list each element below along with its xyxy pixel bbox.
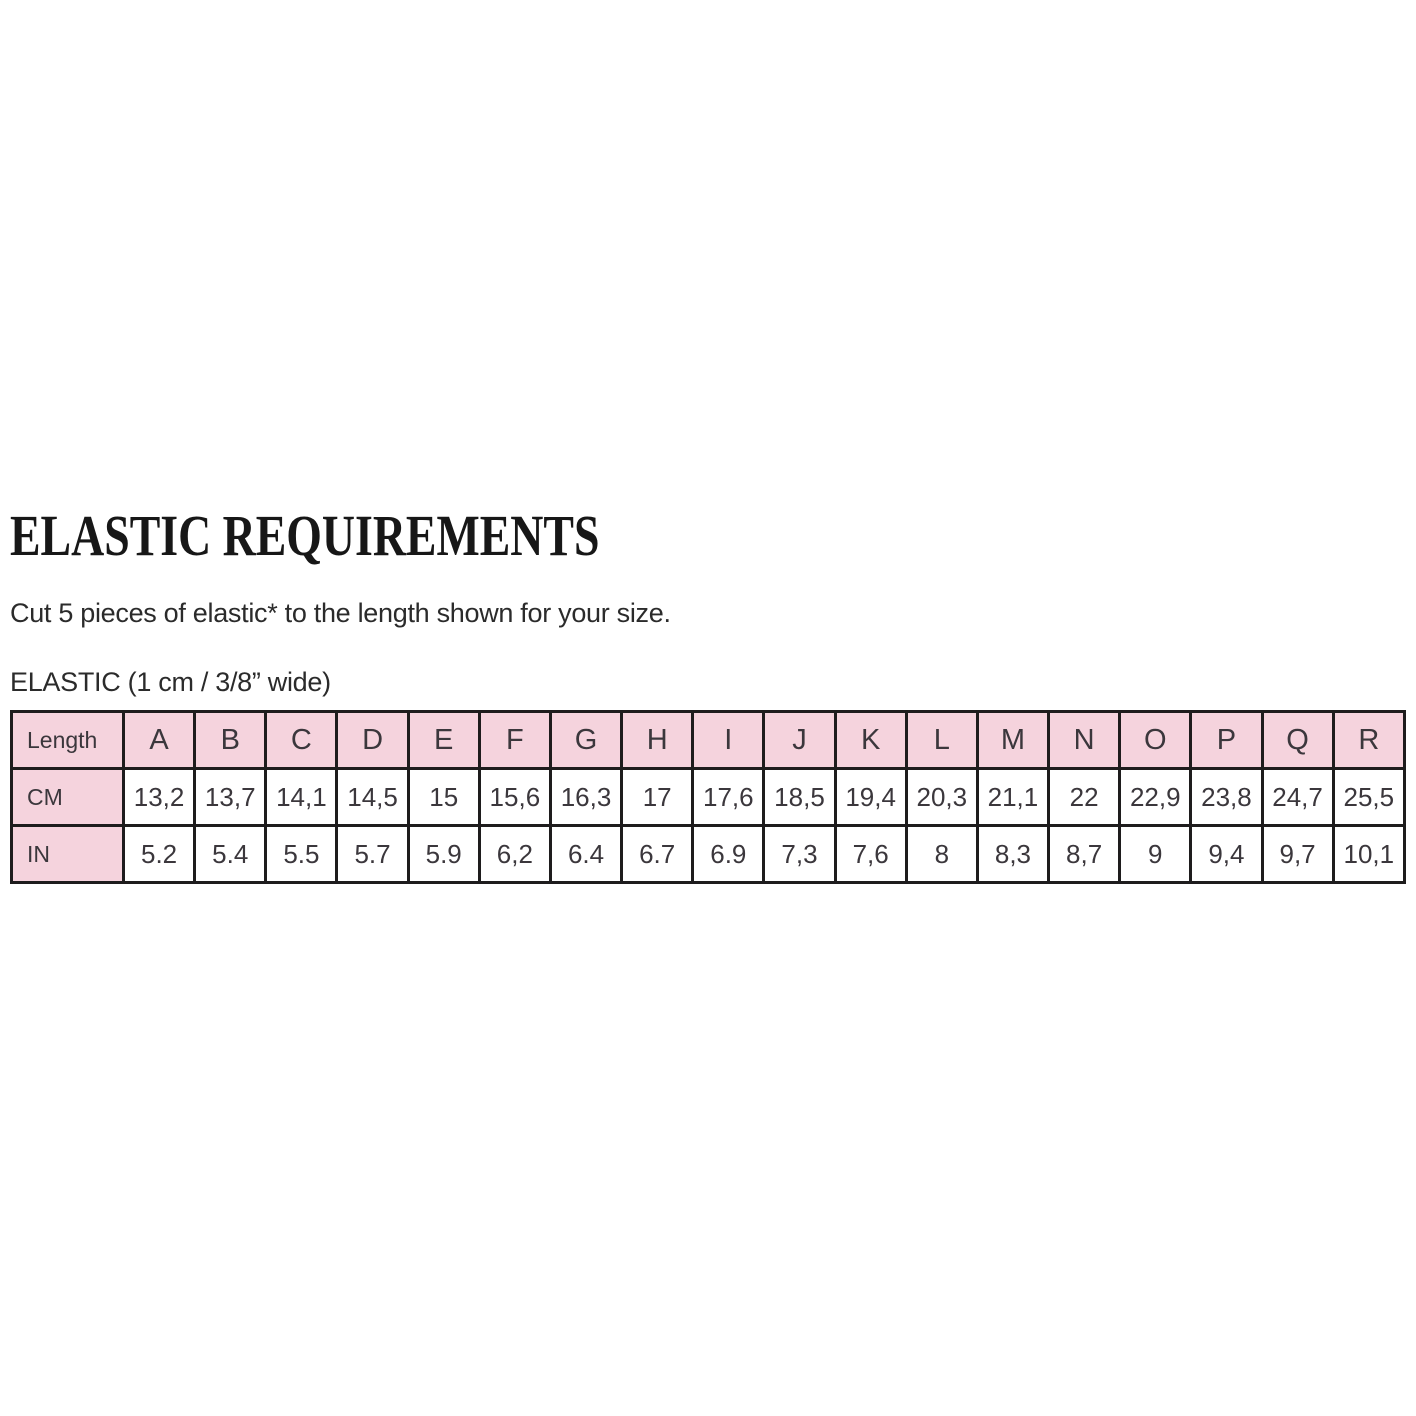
- value-cell: 21,1: [977, 769, 1048, 826]
- size-header-cell: H: [622, 712, 693, 769]
- value-cell: 20,3: [906, 769, 977, 826]
- page-title: ELASTIC REQUIREMENTS: [10, 503, 600, 568]
- value-cell: 6,2: [479, 826, 550, 883]
- size-header-cell: G: [550, 712, 621, 769]
- size-header-cell: A: [124, 712, 195, 769]
- size-header-cell: L: [906, 712, 977, 769]
- value-cell: 5.7: [337, 826, 408, 883]
- table-row: [12, 769, 1405, 826]
- elastic-table-body: [12, 712, 1405, 883]
- value-cell: 8,7: [1049, 826, 1120, 883]
- row-label-cell: IN: [12, 826, 124, 883]
- elastic-requirements-table: [10, 710, 1406, 884]
- size-header-cell: F: [479, 712, 550, 769]
- size-header-cell: D: [337, 712, 408, 769]
- value-cell: 5.5: [266, 826, 337, 883]
- value-cell: 10,1: [1333, 826, 1404, 883]
- size-header-cell: R: [1333, 712, 1404, 769]
- size-header-cell: C: [266, 712, 337, 769]
- table-header-row: [12, 712, 1405, 769]
- table-caption: ELASTIC (1 cm / 3/8” wide): [10, 667, 331, 697]
- value-cell: 6.4: [550, 826, 621, 883]
- value-cell: 7,6: [835, 826, 906, 883]
- size-header-cell: J: [764, 712, 835, 769]
- table-row: [12, 826, 1405, 883]
- value-cell: 24,7: [1262, 769, 1333, 826]
- value-cell: 16,3: [550, 769, 621, 826]
- value-cell: 9,7: [1262, 826, 1333, 883]
- value-cell: 15,6: [479, 769, 550, 826]
- row-label-cell: CM: [12, 769, 124, 826]
- value-cell: 15: [408, 769, 479, 826]
- value-cell: 13,7: [195, 769, 266, 826]
- value-cell: 17: [622, 769, 693, 826]
- size-header-cell: E: [408, 712, 479, 769]
- size-header-cell: B: [195, 712, 266, 769]
- length-header-cell: Length: [12, 712, 124, 769]
- size-header-cell: K: [835, 712, 906, 769]
- value-cell: 17,6: [693, 769, 764, 826]
- size-header-cell: Q: [1262, 712, 1333, 769]
- value-cell: 5.2: [124, 826, 195, 883]
- value-cell: 23,8: [1191, 769, 1262, 826]
- value-cell: 8,3: [977, 826, 1048, 883]
- value-cell: 14,5: [337, 769, 408, 826]
- value-cell: 25,5: [1333, 769, 1404, 826]
- value-cell: 14,1: [266, 769, 337, 826]
- value-cell: 5.4: [195, 826, 266, 883]
- value-cell: 9: [1120, 826, 1191, 883]
- value-cell: 7,3: [764, 826, 835, 883]
- value-cell: 22,9: [1120, 769, 1191, 826]
- size-header-cell: P: [1191, 712, 1262, 769]
- value-cell: 6.9: [693, 826, 764, 883]
- value-cell: 9,4: [1191, 826, 1262, 883]
- value-cell: 5.9: [408, 826, 479, 883]
- value-cell: 8: [906, 826, 977, 883]
- value-cell: 22: [1049, 769, 1120, 826]
- size-header-cell: O: [1120, 712, 1191, 769]
- instruction-text: Cut 5 pieces of elastic* to the length shown for your size.: [10, 598, 671, 628]
- size-header-cell: N: [1049, 712, 1120, 769]
- size-header-cell: M: [977, 712, 1048, 769]
- size-header-cell: I: [693, 712, 764, 769]
- value-cell: 18,5: [764, 769, 835, 826]
- value-cell: 19,4: [835, 769, 906, 826]
- value-cell: 6.7: [622, 826, 693, 883]
- value-cell: 13,2: [124, 769, 195, 826]
